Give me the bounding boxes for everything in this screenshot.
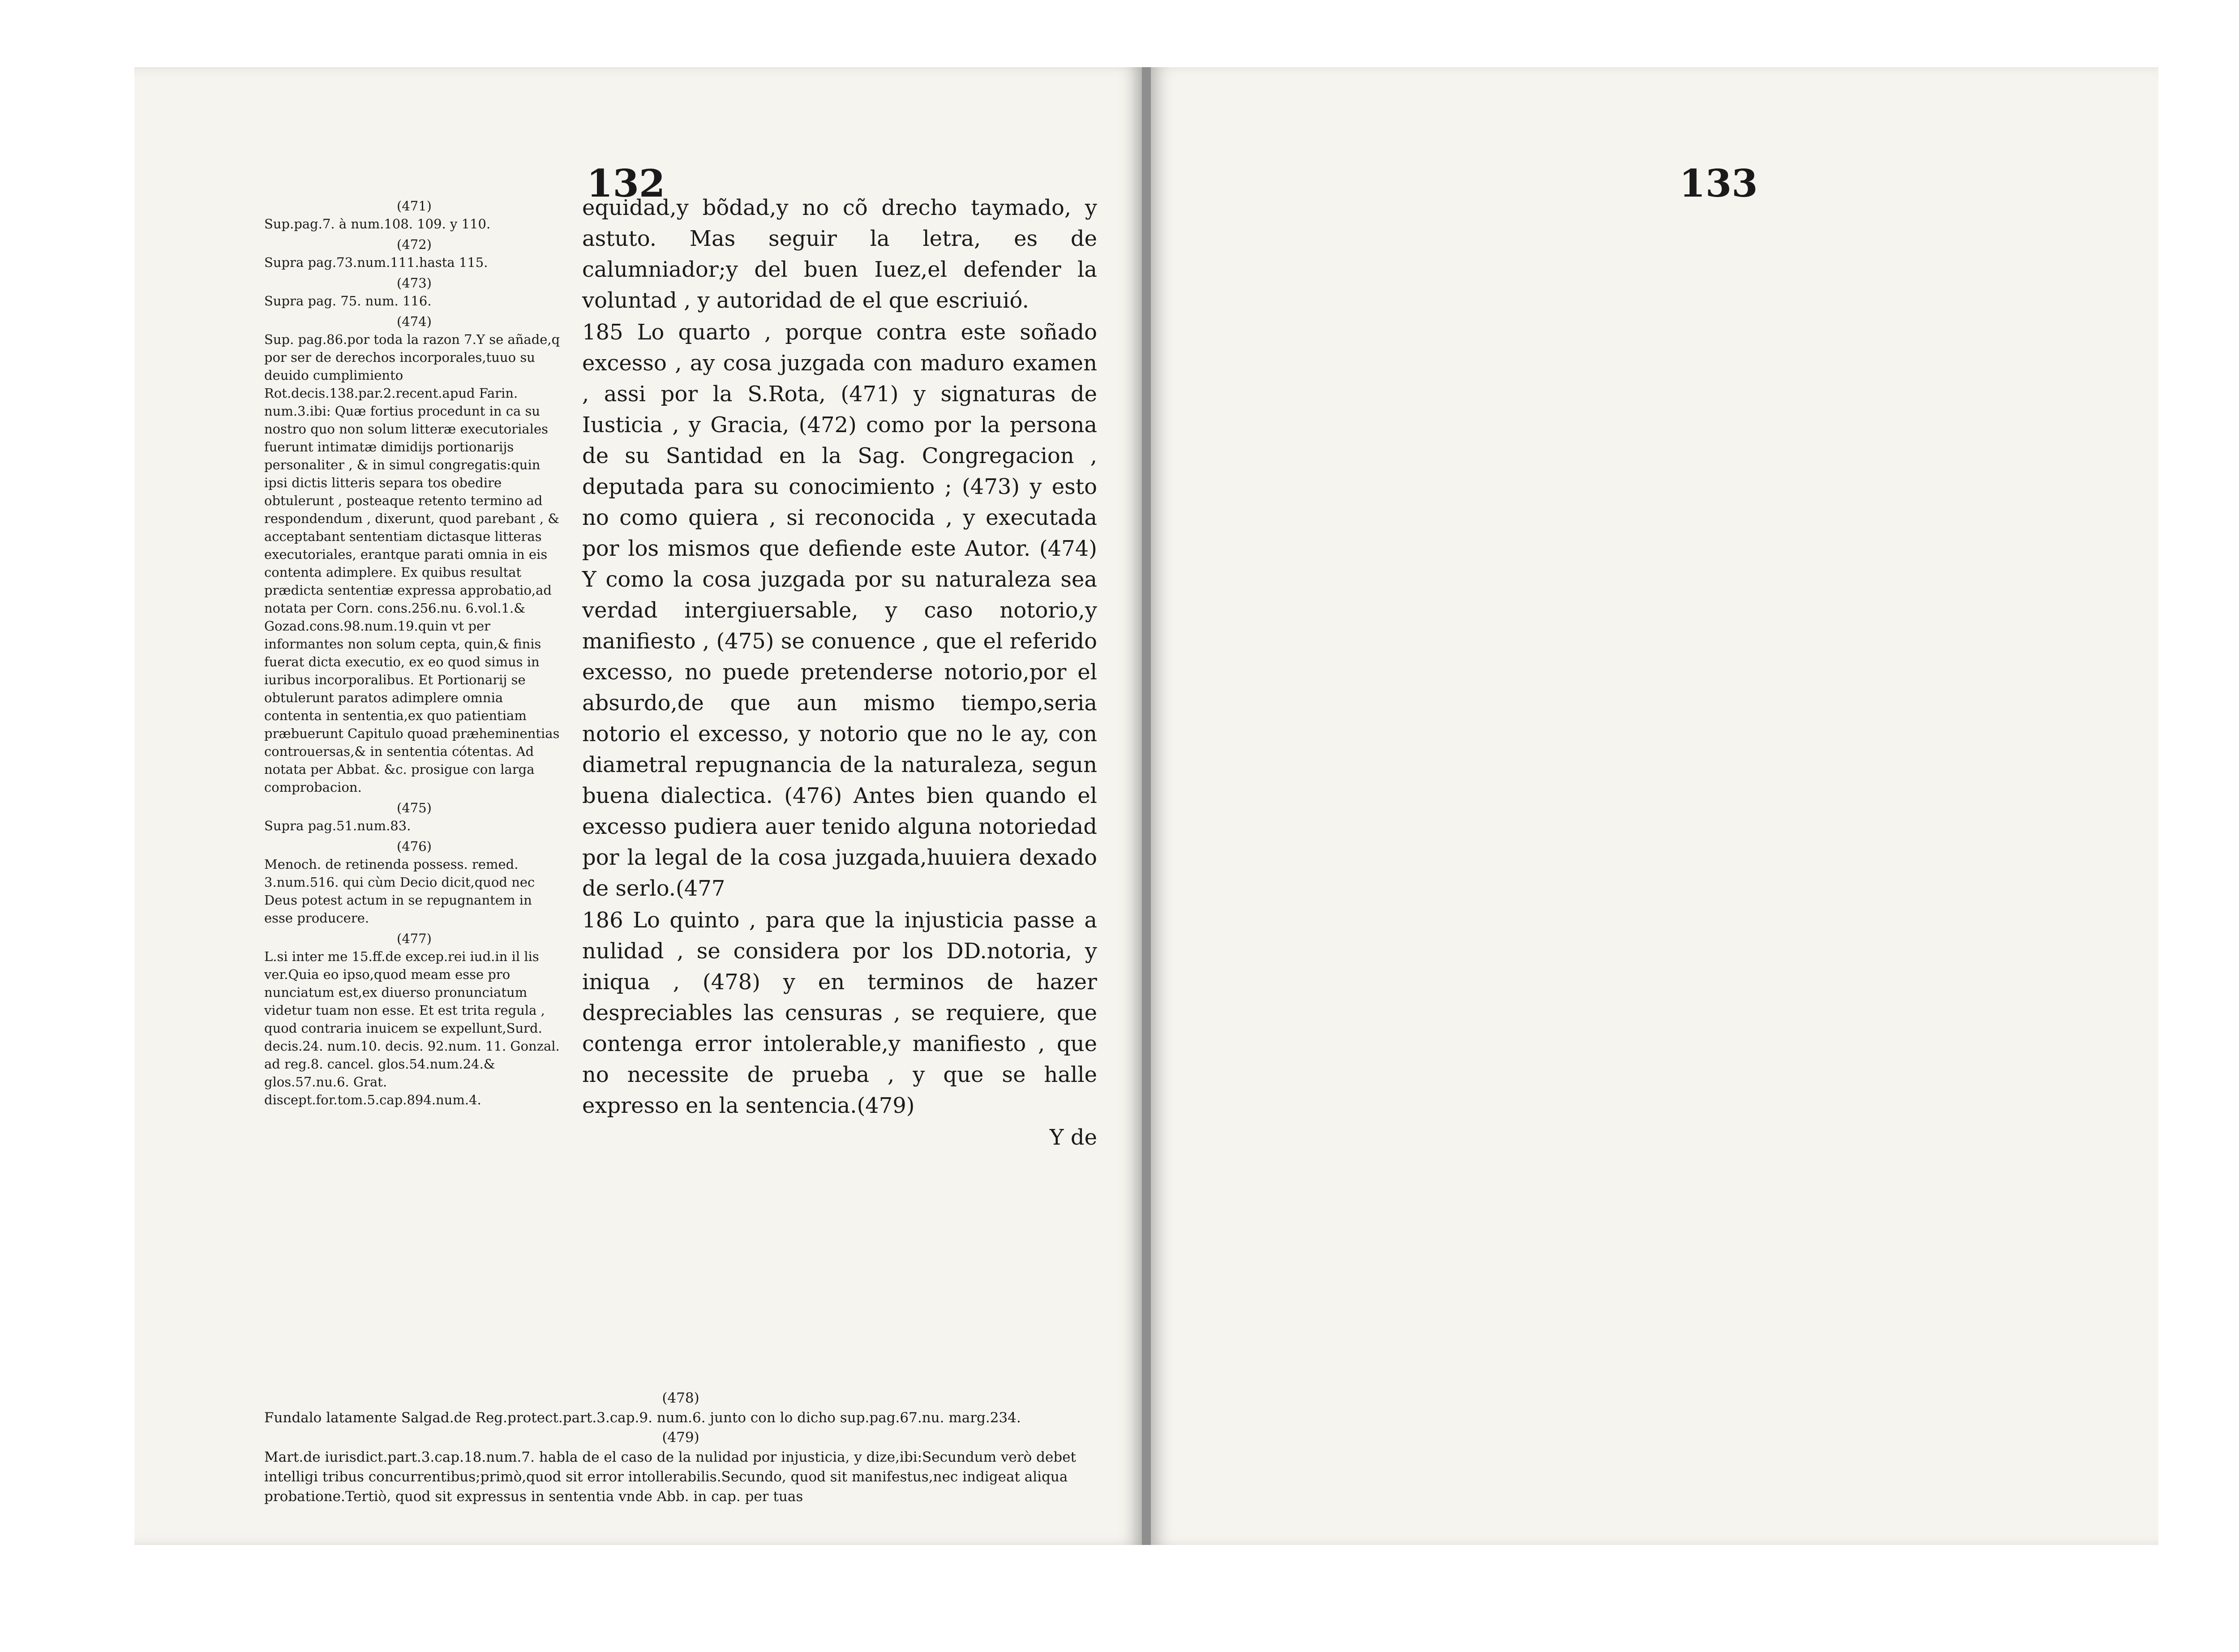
note-text: Sup. pag.86.por toda la razon 7.Y se añade,q por ser de derechos incorporales,tuuo su deuido cumplimiento Rot.decis.138.par.2.recent.apud Farin. num.3.ibi: Quæ fortius procedunt in ca su nostro quo non solum litteræ executoriales fuerunt intimatæ dimidijs portionarijs personaliter , & in simul congregatis:quin ipsi dictis litteris separa tos obedire obtulerunt , posteaque retento termino ad respondendum , dixerunt, quod parebant , & acceptabant sententiam dictasque litteras executoriales, erantque parati omnia in eis contenta adimplere. Ex quibus resultat prædicta sententiæ expressa approbatio,ad notata per Corn. cons.256.nu. 6.vol.1.& Gozad.cons.98.num.19.quin vt per informantes non solum cepta, quin,& finis fuerat dicta executio, ex eo quod simus in iuribus incorporalibus. Et Portionarij se obtulerunt paratos adimplere omnia contenta in sententia,ex quo patientiam præbuerunt Capitulo quoad præheminentias controuersas,& in sententia cótentas. Ad notata per Abbat. &c. prosigue con larga comprobacion.	[264, 332, 560, 795]
foot-note	[264, 1388, 1097, 1428]
note-number: (477)	[397, 931, 432, 946]
note-text: Supra pag.73.num.111.hasta 115.	[264, 255, 488, 270]
side-note	[264, 197, 564, 233]
note-number: (473)	[397, 275, 432, 291]
paragraph: 185 Lo quarto , porque contra este soñado excesso , ay cosa juzgada con maduro examen , assi por la S.Rota, (471) y signaturas de Iusticia , y Gracia, (472) como por la persona de su Santidad en la Sag. Congregacion , deputada para su conocimiento ; (473) y esto no como quiera , si reconocida , y executada por los mismos que defiende este Autor. (474) Y como la cosa juzgada por su naturaleza sea verdad intergiuersable, y caso notorio,y manifiesto , (475) se conuence , que el referido excesso, no puede pretenderse notorio,por el absurdo,de que aun mismo tiempo,seria notorio el excesso, y notorio que no le ay, con diametral repugnancia de la naturaleza, segun buena dialectica. (476) Antes bien quando el excesso pudiera auer tenido alguna notoriedad por la legal de la cosa juzgada,huuiera dexado de serlo.(477	[582, 320, 1097, 901]
foot-notes	[264, 1388, 1097, 1506]
left-page	[134, 67, 1142, 1545]
note-number: (478)	[662, 1390, 699, 1406]
side-notes	[264, 197, 564, 1111]
side-note	[264, 313, 564, 796]
right-page	[1151, 67, 2158, 1545]
note-text: Mart.de iurisdict.part.3.cap.18.num.7. habla de el caso de la nulidad por injusticia, y dize,ibi:Secundum verò debet intelligi tribus concurrentibus;primò,quod sit error intollerabilis.Secundo, quod sit manifestus,nec indigeat aliqua probatione.Tertiò, quod sit expressus in sententia vnde Abb. in cap. per tuas	[264, 1449, 1077, 1505]
note-number: (471)	[397, 198, 432, 214]
book-gutter	[1142, 67, 1151, 1545]
paragraph: equidad,y bõdad,y no cõ drecho taymado, y astuto. Mas seguir la letra, es de calumniador;y del buen Iuez,el defender la voluntad , y autoridad de el que escriuió.	[582, 195, 1097, 313]
note-number: (476)	[397, 839, 432, 854]
note-text: Fundalo latamente Salgad.de Reg.protect.part.3.cap.9. num.6. junto con lo dicho sup.pag.67.nu. marg.234.	[264, 1410, 1021, 1426]
note-text: L.si inter me 15.ff.de excep.rei iud.in il lis ver.Quia eo ipso,quod meam esse pro nunciatum est,ex diuerso pronunciatum videtur tuam non esse. Et est trita regula , quod contraria inuicem se expellunt,Surd. decis.24. num.10. decis. 92.num. 11. Gonzal. ad reg.8. cancel. glos.54.num.24.& glos.57.nu.6. Grat. discept.for.tom.5.cap.894.num.4.	[264, 949, 560, 1107]
note-number: (475)	[397, 800, 432, 815]
note-text: Supra pag. 75. num. 116.	[264, 293, 432, 309]
catchword: Y de	[1049, 1125, 1097, 1150]
book-spread	[134, 67, 2158, 1545]
page-number: 132	[587, 161, 665, 206]
note-text: Supra pag.51.num.83.	[264, 818, 411, 833]
page-number: 133	[1679, 161, 1758, 206]
side-note	[264, 274, 564, 310]
side-note	[264, 236, 564, 271]
side-note	[264, 799, 564, 835]
side-note	[264, 837, 564, 927]
note-text: Menoch. de retinenda possess. remed. 3.num.516. qui cùm Decio dicit,quod nec Deus potest actum in se repugnantem in esse producere.	[264, 857, 535, 926]
note-number: (479)	[662, 1429, 699, 1446]
note-number: (472)	[397, 237, 432, 252]
note-text: Sup.pag.7. à num.108. 109. y 110.	[264, 216, 491, 232]
paragraph: 186 Lo quinto , para que la injusticia passe a nulidad , se considera por los DD.notoria, y iniqua , (478) y en terminos de hazer despreciables las censuras , se requiere, que contenga error intolerable,y manifiesto , que no necessite de prueba , y que se halle expresso en la sentencia.(479)	[582, 908, 1097, 1118]
foot-note	[264, 1428, 1097, 1506]
side-note	[264, 930, 564, 1109]
note-number: (474)	[397, 314, 432, 329]
main-text	[582, 193, 1097, 1153]
